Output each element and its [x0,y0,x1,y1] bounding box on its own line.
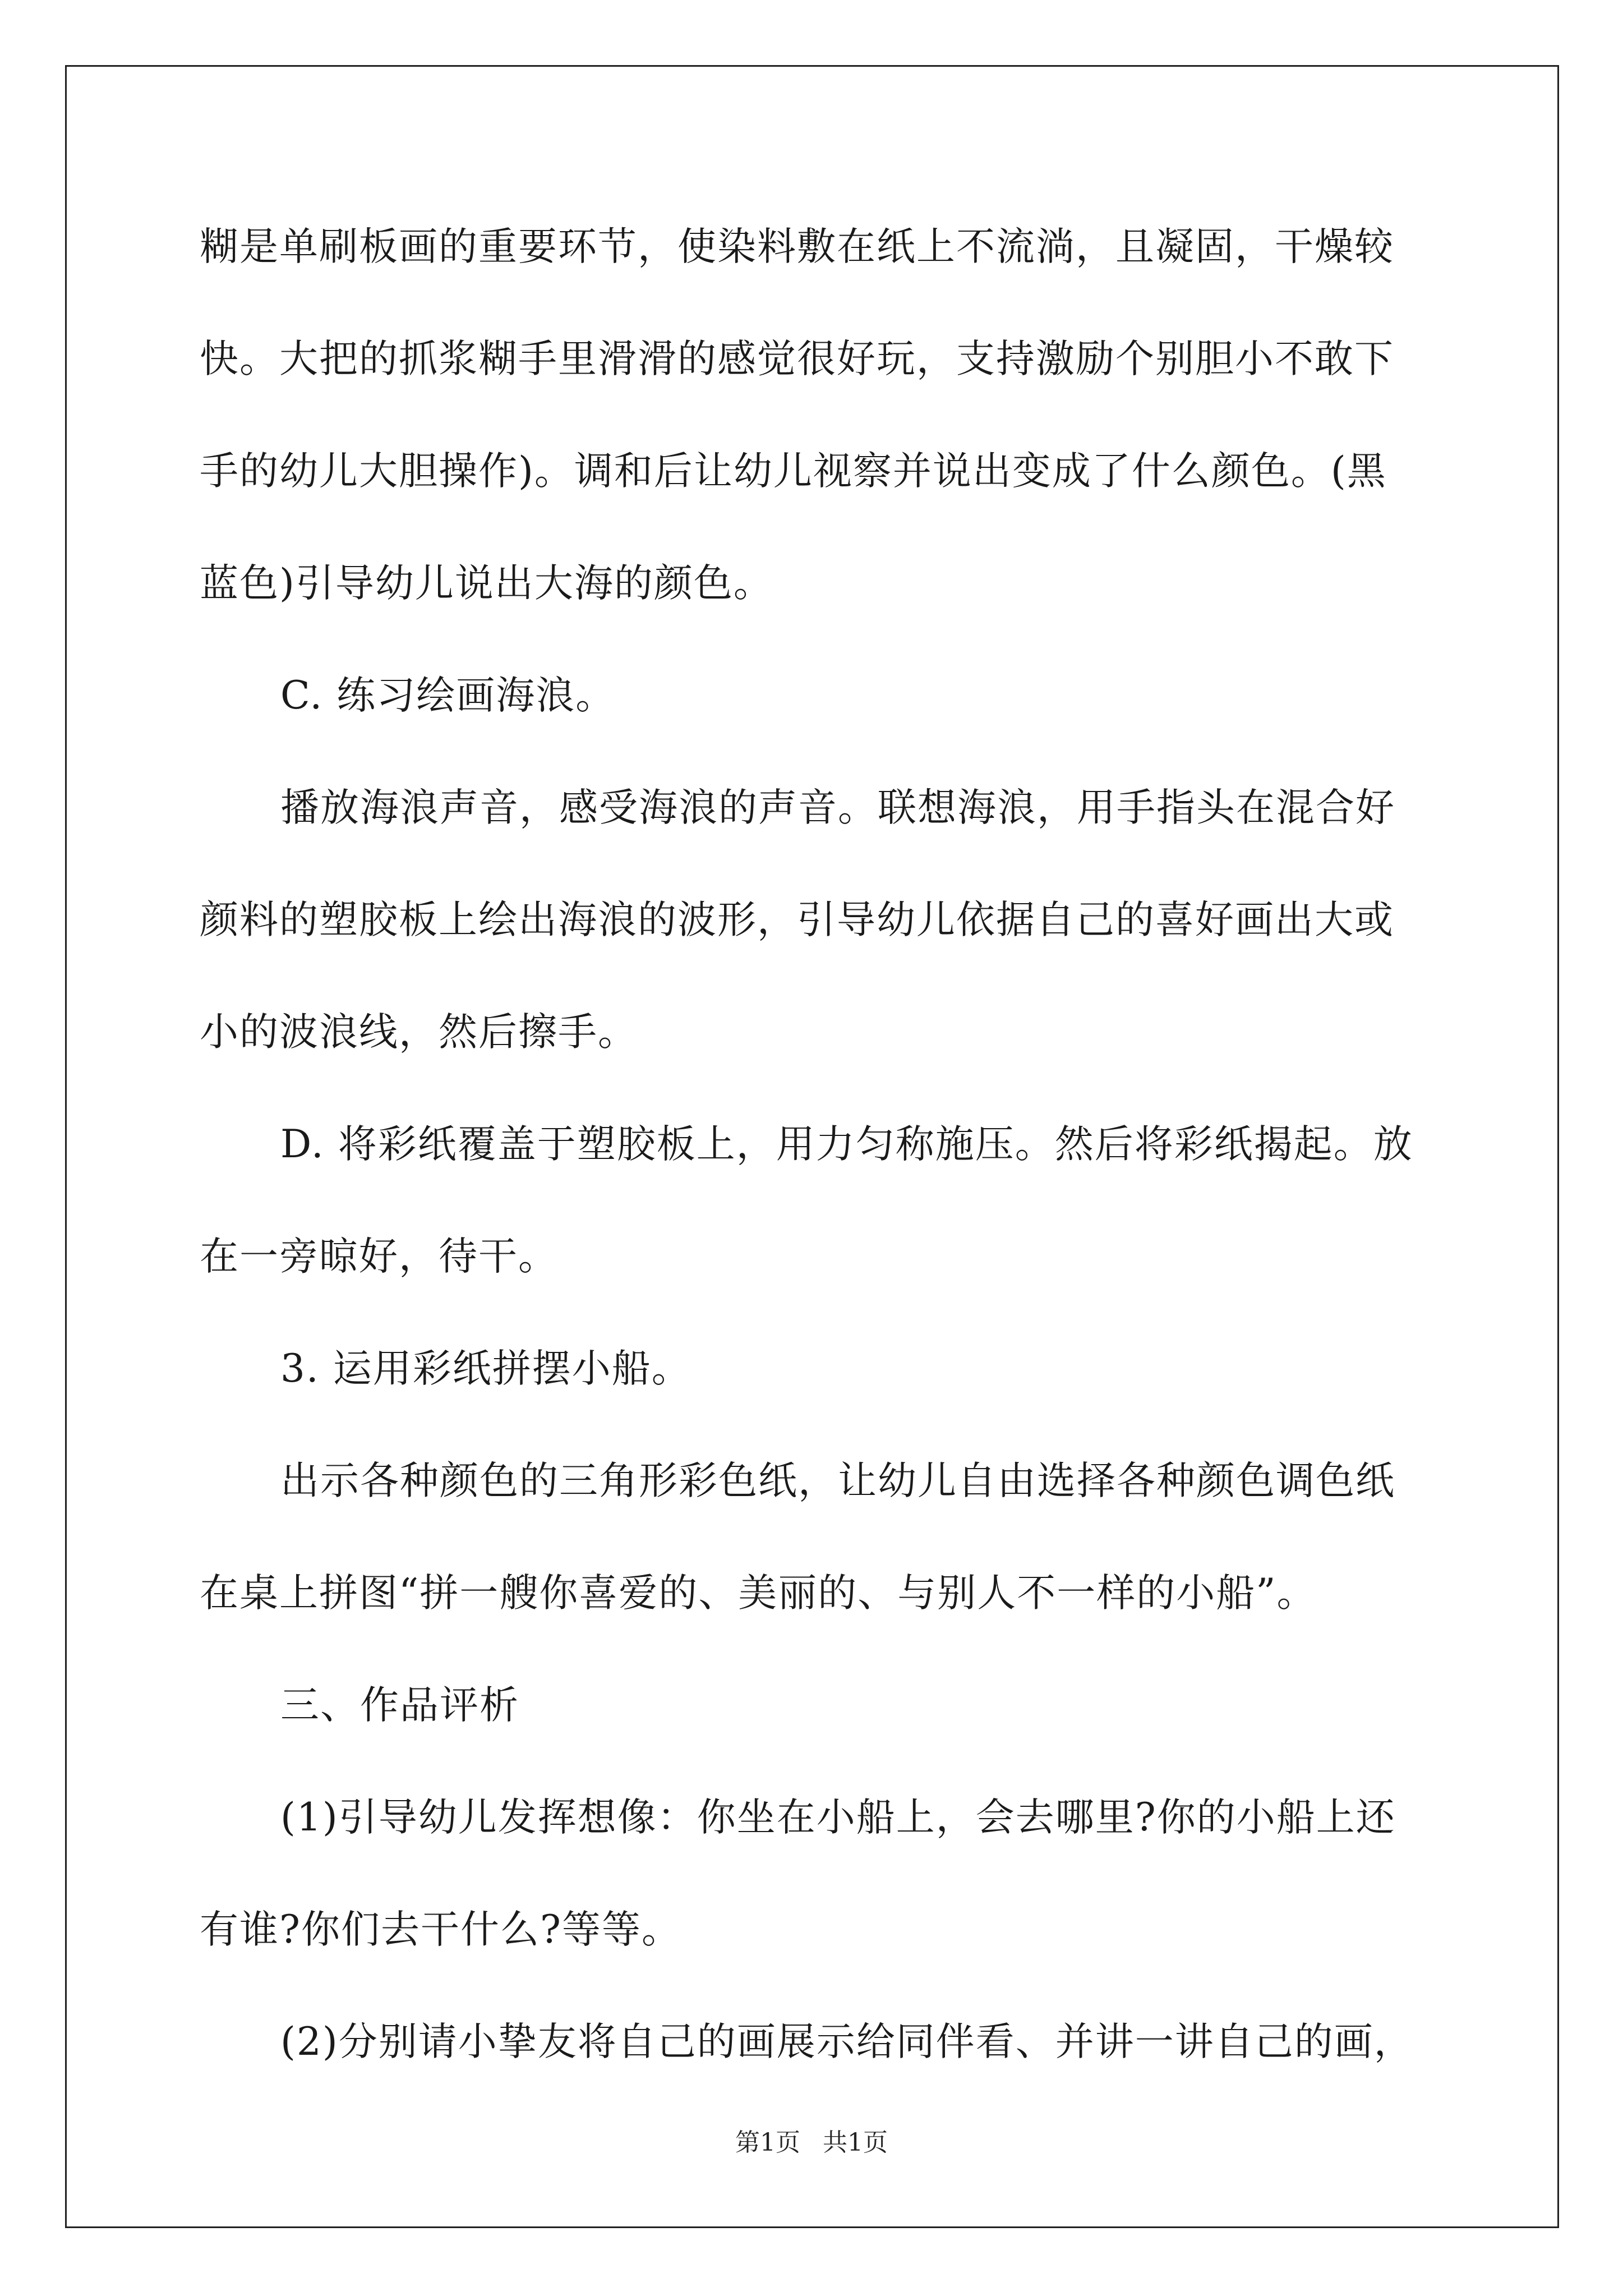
section-heading: 3. 运用彩纸拼摆小船。 [280,1346,691,1391]
text-line: 播放海浪声音，感受海浪的声音。联想海浪，用手指头在混合好 [280,785,1395,830]
text-line: 小的波浪线，然后擦手。 [200,1010,638,1055]
text-line: 糊是单刷板画的重要环节，使染料敷在纸上不流淌，且凝固，干燥较 [200,224,1394,269]
section-heading: 三、作品评析 [280,1683,519,1728]
text-line: (1)引导幼儿发挥想像：你坐在小船上，会去哪里?你的小船上还 [280,1795,1396,1840]
text-line: (2)分别请小挚友将自己的画展示给同伴看、并讲一讲自己的画， [280,2019,1414,2064]
text-line: 在桌上拼图“拼一艘你喜爱的、美丽的、与别人不一样的小船”。 [200,1571,1317,1616]
section-heading: C. 练习绘画海浪。 [280,673,616,718]
text-line: 手的幼儿大胆操作)。调和后让幼儿视察并说出变成了什么颜色。(黑 [200,449,1387,494]
page-footer [0,2126,1623,2160]
page-number-current: 第1页 [735,2128,800,2157]
text-line: 蓝色)引导幼儿说出大海的颜色。 [200,561,773,606]
text-line: D. 将彩纸覆盖于塑胶板上，用力匀称施压。然后将彩纸揭起。放 [280,1122,1413,1167]
text-line: 出示各种颜色的三角形彩色纸，让幼儿自由选择各种颜色调色纸 [280,1458,1395,1503]
text-line: 快。大把的抓浆糊手里滑滑的感觉很好玩，支持激励个别胆小不敢下 [200,337,1394,381]
text-line: 颜料的塑胶板上绘出海浪的波形，引导幼儿依据自己的喜好画出大或 [200,898,1394,942]
page-number-total: 共1页 [823,2128,888,2157]
text-line: 有谁?你们去干什么?等等。 [200,1907,681,1952]
text-line: 在一旁晾好，待干。 [200,1234,558,1279]
